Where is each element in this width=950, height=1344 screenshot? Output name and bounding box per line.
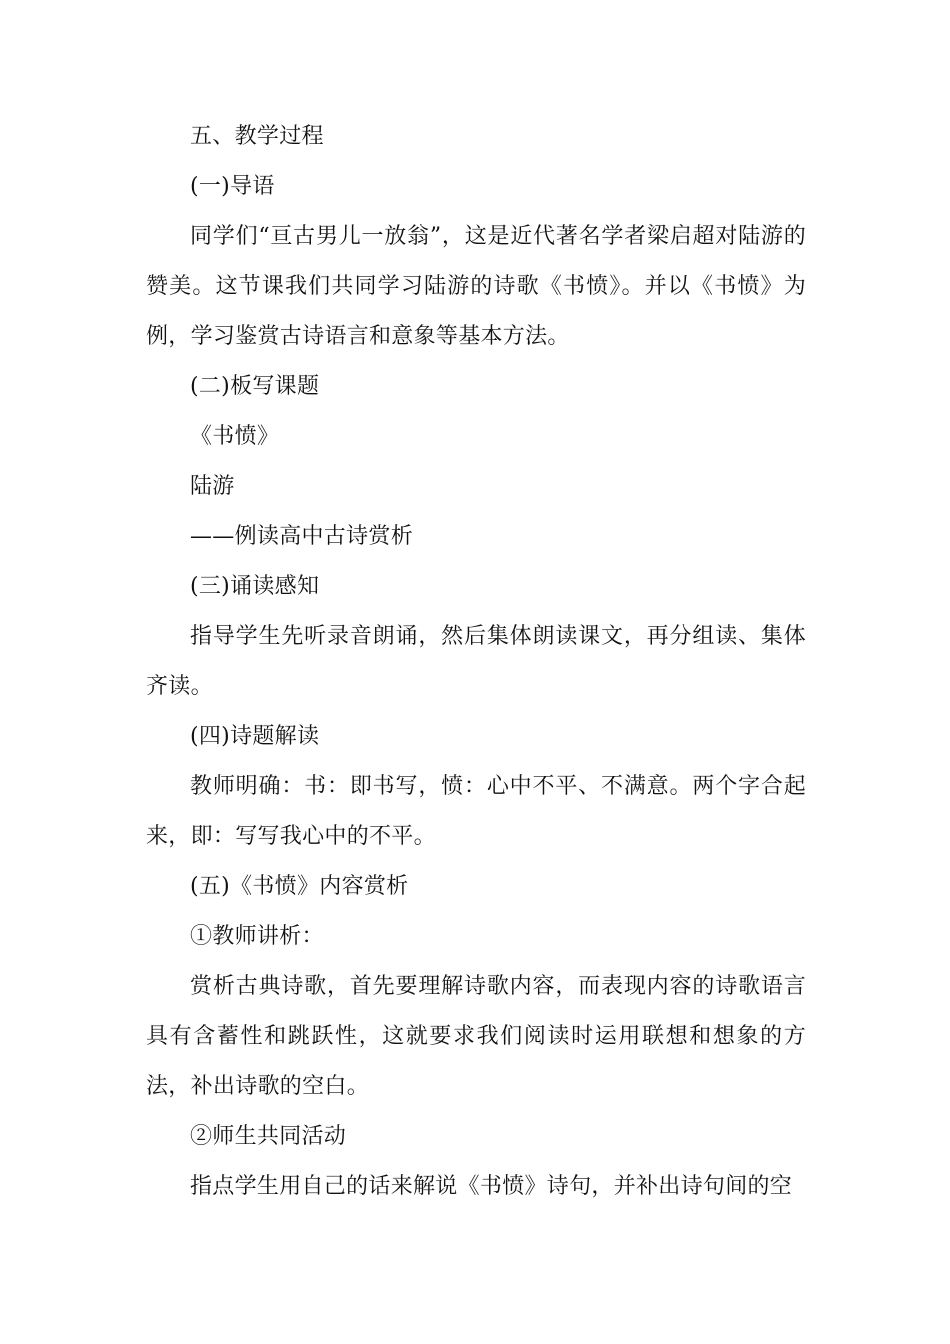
subheading-content-appreciation: (五)《书愤》内容赏析 [190, 874, 409, 899]
paragraph-recitation: 指导学生先听录音朗诵，然后集体朗读课文，再分组读、集体齐读。 [146, 624, 806, 699]
board-title-author: 陆游 [190, 474, 235, 499]
subheading-introduction: (一)导语 [190, 174, 275, 199]
paragraph-joint-activity: 指点学生用自己的话来解说《书愤》诗句，并补出诗句间的空 [190, 1174, 793, 1199]
subheading-board-title: (二)板写课题 [190, 374, 320, 399]
paragraph-introduction: 同学们“亘古男儿一放翁”，这是近代著名学者梁启超对陆游的赞美。这节课我们共同学习陆游的诗歌《书愤》。并以《书愤》为例，学习鉴赏古诗语言和意象等基本方法。 [146, 224, 806, 349]
subheading-title-interpretation: (四)诗题解读 [190, 724, 320, 749]
board-title-poem: 《书愤》 [190, 424, 280, 449]
board-title-subtitle: ——例读高中古诗赏析 [190, 524, 414, 549]
paragraph-title-interpretation: 教师明确：书：即书写，愤：心中不平、不满意。两个字合起来，即：写写我心中的不平。 [146, 774, 806, 849]
item-joint-activity: ②师生共同活动 [190, 1124, 347, 1149]
paragraph-teacher-explanation: 赏析古典诗歌，首先要理解诗歌内容，而表现内容的诗歌语言具有含蓄性和跳跃性，这就要求我们阅读时运用联想和想象的方法，补出诗歌的空白。 [146, 974, 806, 1099]
item-teacher-explanation: ①教师讲析： [190, 924, 324, 949]
section-heading-teaching-process: 五、教学过程 [190, 124, 324, 149]
document-body [146, 112, 806, 1212]
subheading-recitation: (三)诵读感知 [190, 574, 320, 599]
